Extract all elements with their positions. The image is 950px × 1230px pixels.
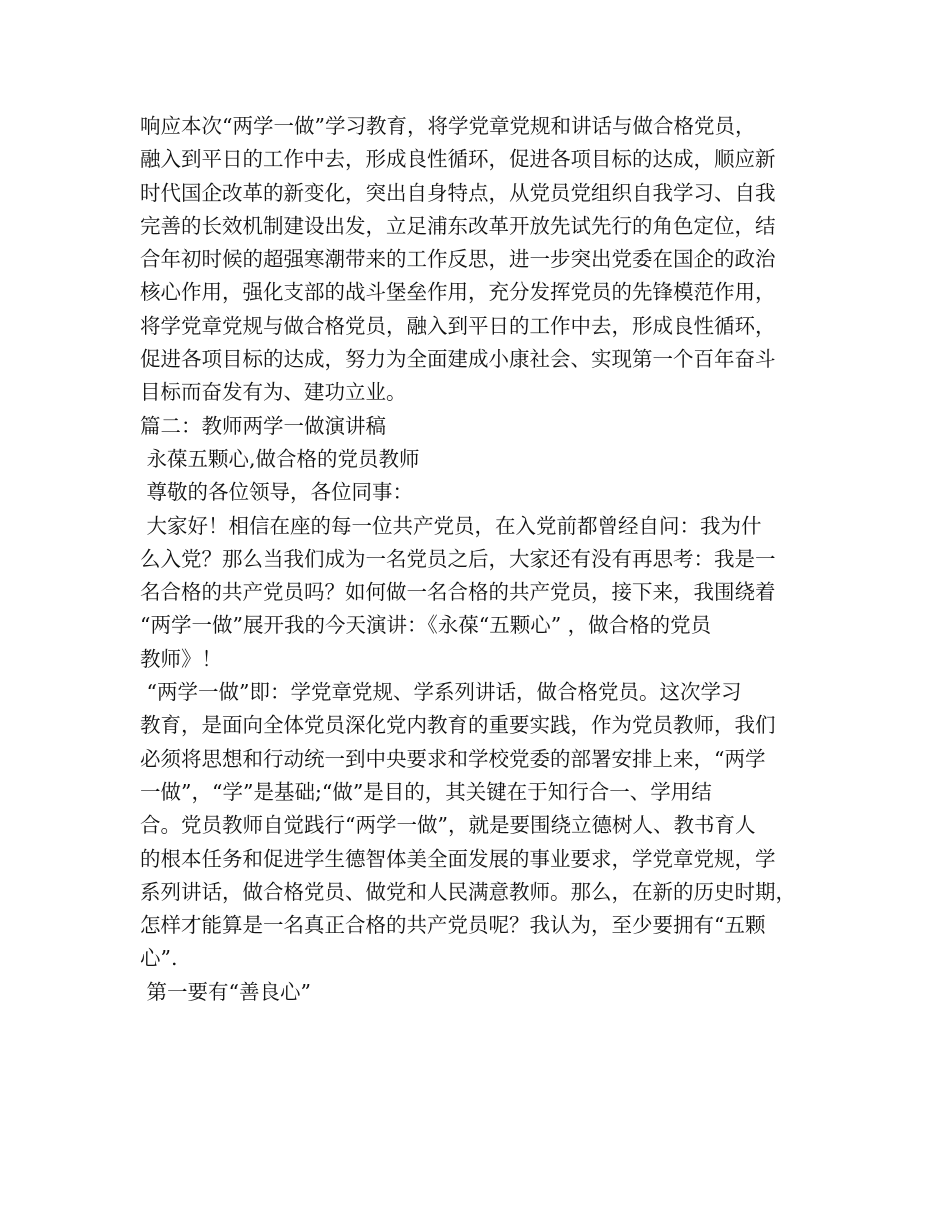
text-line: 合年初时候的超强寒潮带来的工作反思，进一步突出党委在国企的政治 xyxy=(140,247,776,272)
text-line: 促进各项目标的达成，努力为全面建成小康社会、实现第一个百年奋斗 xyxy=(140,347,776,372)
document-body xyxy=(140,110,840,1009)
text-line: 合。党员教师自觉践行“两学一做”，就是要围绕立德树人、教书育人 xyxy=(140,813,756,838)
text-line: “两学一做”展开我的今天演讲：《永葆“五颗心” ，做合格的党员 xyxy=(140,613,712,638)
section-heading: 篇二：教师两学一做演讲稿 xyxy=(140,413,386,438)
text-line: 响应本次“两学一做”学习教育，将学党章党规和讲话与做合格党员， xyxy=(140,114,756,138)
speech-title: 永葆五颗心,做合格的党员教师 xyxy=(140,446,420,471)
text-line: 教育，是面向全体党员深化党内教育的重要实践，作为党员教师，我们 xyxy=(140,713,776,738)
text-line: 怎样才能算是一名真正合格的共产党员呢？我认为，至少要拥有“五颗 xyxy=(140,913,766,938)
text-line: 完善的长效机制建设出发，立足浦东改革开放先试先行的角色定位，结 xyxy=(140,213,776,238)
text-line: 的根本任务和促进学生德智体美全面发展的事业要求，学党章党规，学 xyxy=(140,846,776,871)
text-line: 么入党？那么当我们成为一名党员之后，大家还有没有再思考：我是一 xyxy=(140,546,776,571)
text-line: 大家好！相信在座的每一位共产党员，在入党前都曾经自问：我为什 xyxy=(140,513,762,538)
text-line: 必须将思想和行动统一到中央要求和学校党委的部署安排上来，“两学 xyxy=(140,746,766,771)
text-line: 一做”，“学”是基础;“做”是目的，其关键在于知行合一、学用结 xyxy=(140,779,712,804)
text-line: 名合格的共产党员吗？如何做一名合格的共产党员，接下来，我围绕着 xyxy=(140,580,776,605)
text-line: 系列讲话，做合格党员、做党和人民满意教师。那么，在新的历史时期， xyxy=(140,879,796,904)
text-line: “两学一做”即：学党章党规、学系列讲话，做合格党员。这次学习 xyxy=(140,680,742,705)
salutation: 尊敬的各位领导，各位同事： xyxy=(140,480,414,505)
text-line: 融入到平日的工作中去，形成良性循环，促进各项目标的达成，顺应新 xyxy=(140,147,776,172)
text-line: 将学党章党规与做合格党员，融入到平日的工作中去，形成良性循环， xyxy=(140,313,776,338)
text-line: 教师》！ xyxy=(140,646,222,671)
text-line: 核心作用，强化支部的战斗堡垒作用，充分发挥党员的先锋模范作用， xyxy=(140,280,776,305)
text-line: 心”. xyxy=(140,946,178,971)
text-line: 目标而奋发有为、建功立业。 xyxy=(140,380,407,405)
text-line: 时代国企改革的新变化，突出自身特点，从党员党组织自我学习、自我 xyxy=(140,180,776,205)
subsection-heading: 第一要有“善良心” xyxy=(140,979,311,1004)
